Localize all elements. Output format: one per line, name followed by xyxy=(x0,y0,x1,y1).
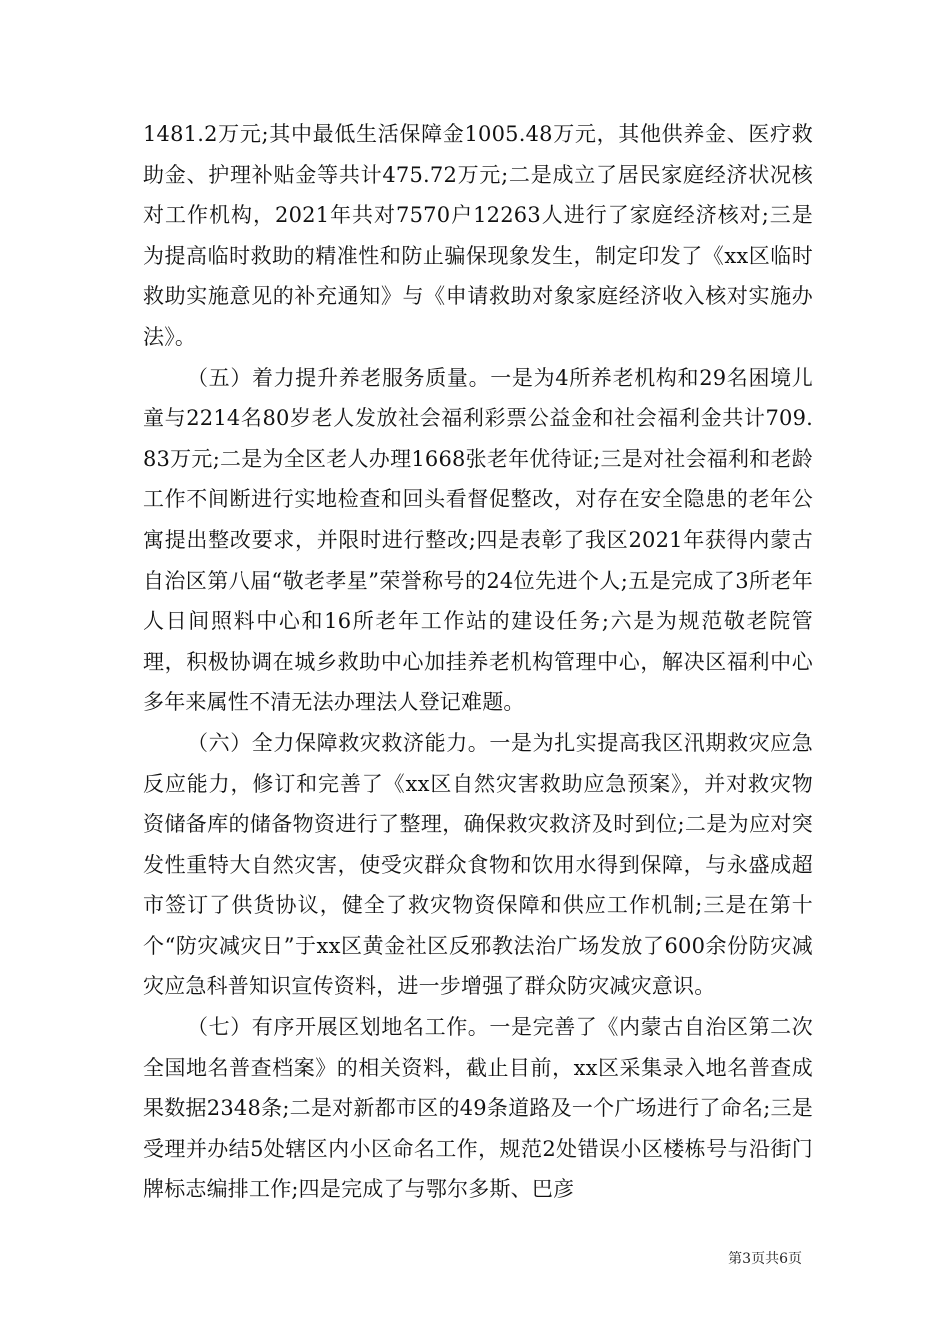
paragraph-elderly-services: （五）着力提升养老服务质量。一是为4所养老机构和29名困境儿童与2214名80岁老人发放社会福利彩票公益金和社会福利金共计709.83万元;二是为全区老人办理1668张老年优待证;三是对社会福利和老龄工作不间断进行实地检查和回头看督促整改，对存在安全隐患的老年公寓提出整改要求，并限时进行整改;四是表彰了我区2021年获得内蒙古自治区第八届“敬老孝星”荣誉称号的24位先进个人;五是完成了3所老年人日间照料中心和16所老年工作站的建设任务;六是为规范敬老院管理，积极协调在城乡救助中心加挂养老机构管理中心，解决区福利中心多年来属性不清无法办理法人登记难题。 xyxy=(143,365,813,715)
paragraph-disaster-relief: （六）全力保障救灾救济能力。一是为扎实提高我区汛期救灾应急反应能力，修订和完善了《xx区自然灾害救助应急预案》，并对救灾物资储备库的储备物资进行了整理，确保救灾救济及时到位;二是为应对突发性重特大自然灾害，使受灾群众食物和饮用水得到保障，与永盛成超市签订了供货协议，健全了救灾物资保障和供应工作机制;三是在第十个“防灾减灾日”于xx区黄金社区反邪教法治广场发放了600余份防灾减灾应急科普知识宣传资料，进一步增强了群众防灾减灾意识。 xyxy=(143,730,813,999)
paragraph-social-assistance: 1481.2万元;其中最低生活保障金1005.48万元，其他供养金、医疗救助金、护理补贴金等共计475.72万元;二是成立了居民家庭经济状况核对工作机构，2021年共对7570户12263人进行了家庭经济核对;三是为提高临时救助的精准性和防止骗保现象发生，制定印发了《xx区临时救助实施意见的补充通知》与《申请救助对象家庭经济收入核对实施办法》。 xyxy=(143,122,813,349)
page-number: 第3页共6页 xyxy=(728,1251,802,1267)
document-body xyxy=(143,114,813,1210)
paragraph-place-names: （七）有序开展区划地名工作。一是完善了《内蒙古自治区第二次全国地名普查档案》的相关资料，截止目前，xx区采集录入地名普查成果数据2348条;二是对新都市区的49条道路及一个广场进行了命名;三是受理并办结5处辖区内小区命名工作，规范2处错误小区楼栋号与沿街门牌标志编排工作;四是完成了与鄂尔多斯、巴彦 xyxy=(143,1015,813,1202)
